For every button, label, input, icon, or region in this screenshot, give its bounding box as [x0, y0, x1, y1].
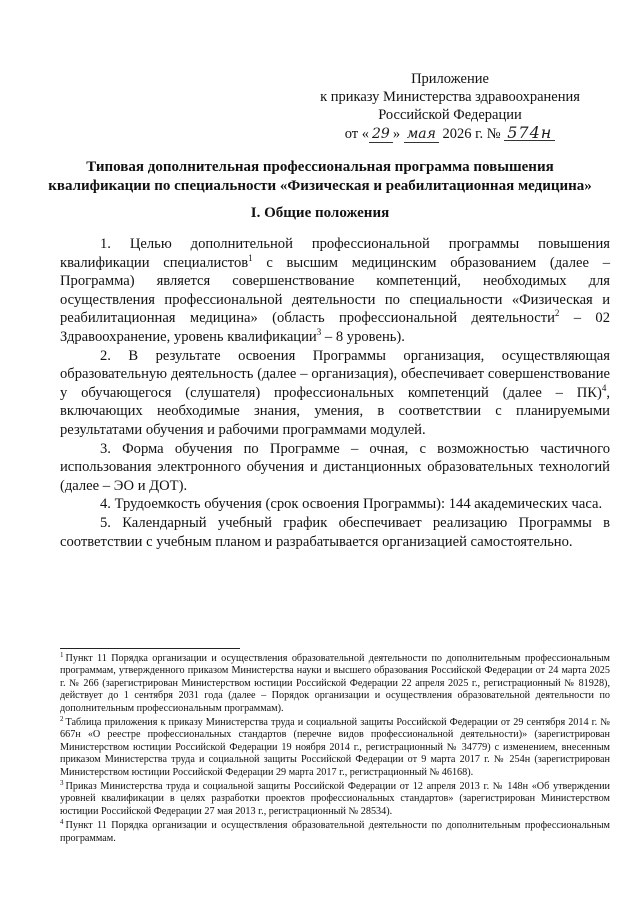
order-reference: к приказу Министерства здравоохранения [320, 89, 580, 105]
footnote-ref-2: 2 [554, 308, 560, 319]
footnote-4: $^4$ Пункт 11 Порядка организации и осуществления образовательной деятельности по дополнительным профессиональным программам. [60, 817, 610, 844]
footnote-divider [60, 648, 240, 649]
handwritten-order-number: 574н [504, 125, 555, 141]
footnote-1: $^1$ Пункт 11 Порядка организации и осуществления образовательной деятельности по дополнительным профессиональным программам, утвержденного приказом Министерства науки и высшего образования Российской Федерации от 24 марта 2025 г. № 266 (зарегистрирован Министерством юстиции Российской Федерации 22 апреля 2025 г., регистрационный № 81928), действует до 1 сентября 2031 года (далее – Порядок организации и осуществления образовательной деятельности по дополнительным профессиональным программам). [60, 650, 610, 714]
paragraph-2: 2. В результате освоения Программы организация, осуществляющая образовательную деятельность (далее – организация), обеспечивает совершенствование у обучающегося (слушателя) профессиональных компетенций (далее – ПК)$^4$, включающих необходимые знания, умения, в соответствии с планируемыми результатами обучения и рабочими программами модулей. [60, 347, 610, 438]
appendix-label: Приложение [411, 71, 489, 87]
ministry-country: Российской Федерации [378, 107, 522, 123]
order-date-line: от « 29 » мая 2026 г. № 574н [300, 125, 600, 143]
handwritten-month: мая [404, 127, 439, 143]
appendix-header [300, 70, 600, 143]
document-body [60, 235, 610, 551]
paragraph-5: 5. Календарный учебный график обеспечивает реализацию Программы в соответствии с учебным планом и разрабатывается организацией самостоятельно. [60, 514, 610, 550]
document-title: Типовая дополнительная профессиональная программа повышения квалификации по специальности «Физическая и реабилитационная медицина» [48, 159, 592, 194]
paragraph-1: 1. Целью дополнительной профессиональной программы повышения квалификации специалистов$^1$ с высшим медицинским образованием (далее – Программа) является совершенствование компетенций, необходимых для осуществления профессиональной деятельности по специальности «Физическая и реабилитационная медицина» (область профессиональной деятельности$^2$ – 02 Здравоохранение, уровень квалификации$^3$ – 8 уровень). [60, 236, 610, 345]
paragraph-4: 4. Трудоемкость обучения (срок освоения Программы): 144 академических часа. [100, 496, 603, 513]
footnote-3: $^3$ Приказ Министерства труда и социальной защиты Российской Федерации от 12 апреля 2013 г. № 148н «Об утверждении уровней квалификации в целях разработки проектов профессиональных стандартов» (зарегистрирован Министерством юстиции Российской Федерации 27 мая 2013 г., регистрационный № 28534). [60, 778, 610, 817]
footnote-ref-1: 1 [248, 252, 253, 263]
section-heading: I. Общие положения [250, 205, 390, 221]
footnote-ref-4: 4 [601, 382, 607, 393]
handwritten-day: 29 [369, 127, 393, 143]
footnote-ref-3: 3 [316, 327, 322, 338]
footnotes [60, 650, 610, 847]
footnote-2: $^2$ Таблица приложения к приказу Министерства труда и социальной защиты Российской Федерации от 29 сентября 2014 г. № 667н «О реестре профессиональных стандартов (перечне видов профессиональной деятельности)» (зарегистрирован Министерством юстиции Российской Федерации 19 ноября 2014 г., регистрационный № 34779) с изменением, внесенным приказом Министерства труда и социальной защиты Российской Федерации от 9 марта 2017 г. № 254н (зарегистрирован Министерством юстиции Российской Федерации 29 марта 2017 г., регистрационный № 46168). [60, 714, 610, 778]
paragraph-3: 3. Форма обучения по Программе – очная, с возможностью частичного использования электронного обучения и дистанционных образовательных технологий (далее – ЭО и ДОТ). [60, 440, 610, 494]
